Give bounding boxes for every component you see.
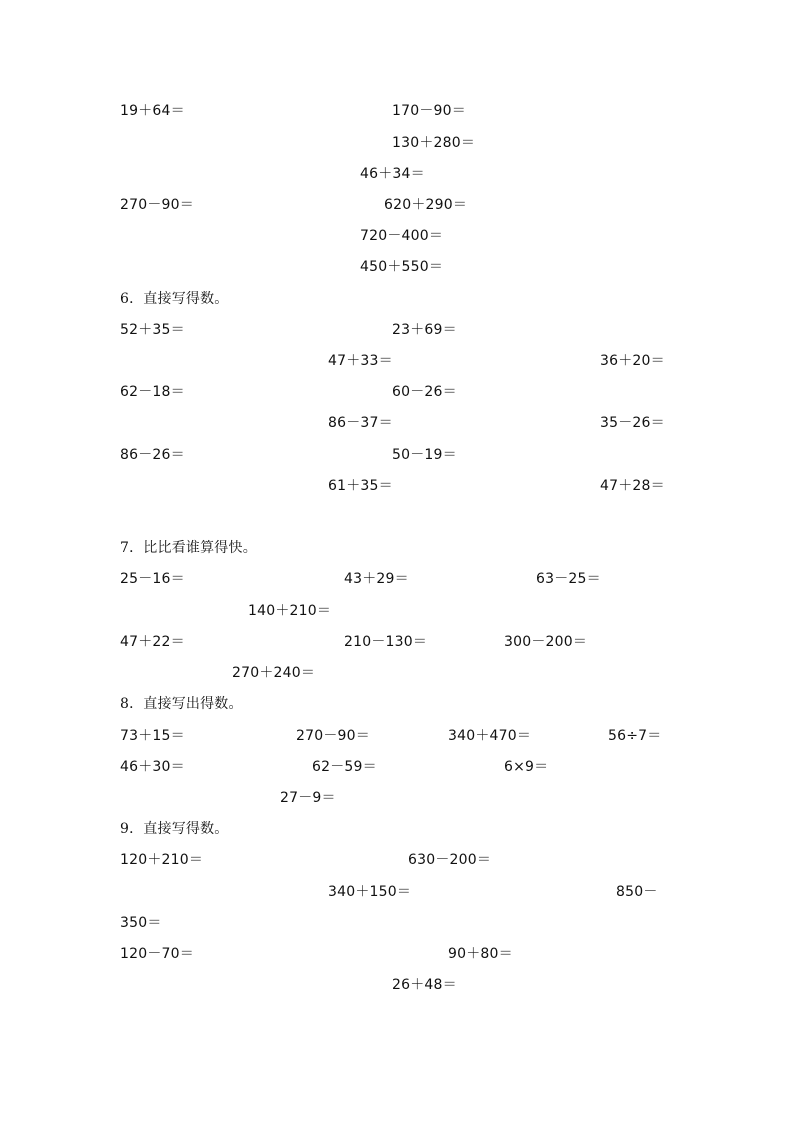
problem: 620＋290＝	[384, 197, 468, 213]
problem: 340＋150＝	[328, 884, 412, 900]
problem: 350＝	[120, 915, 162, 931]
problem: 47＋22＝	[120, 634, 185, 650]
problem: 47＋33＝	[328, 353, 393, 369]
problem: 19＋64＝	[120, 103, 185, 119]
problem: 73＋15＝	[120, 728, 185, 744]
question-9-heading: 9．直接写得数。	[120, 821, 229, 837]
problem: 450＋550＝	[360, 259, 444, 275]
problem: 46＋30＝	[120, 759, 185, 775]
problem: 120＋210＝	[120, 852, 204, 868]
question-6-heading: 6．直接写得数。	[120, 291, 229, 307]
problem: 36＋20＝	[600, 353, 665, 369]
problem: 90＋80＝	[448, 946, 513, 962]
problem: 60－26＝	[392, 384, 457, 400]
problem: 850－	[616, 884, 658, 900]
problem: 270＋240＝	[232, 665, 316, 681]
problem: 27－9＝	[280, 790, 336, 806]
problem: 56÷7＝	[608, 728, 662, 744]
problem: 340＋470＝	[448, 728, 532, 744]
problem: 120－70＝	[120, 946, 194, 962]
problem: 61＋35＝	[328, 478, 393, 494]
problem: 170－90＝	[392, 103, 466, 119]
problem: 63－25＝	[536, 571, 601, 587]
problem: 46＋34＝	[360, 166, 425, 182]
problem: 270－90＝	[296, 728, 370, 744]
problem: 6×9＝	[504, 759, 549, 775]
problem: 25－16＝	[120, 571, 185, 587]
problem: 720－400＝	[360, 228, 444, 244]
problem: 86－37＝	[328, 415, 393, 431]
problem: 23＋69＝	[392, 322, 457, 338]
problem: 43＋29＝	[344, 571, 409, 587]
problem: 270－90＝	[120, 197, 194, 213]
problem: 62－18＝	[120, 384, 185, 400]
problem: 47＋28＝	[600, 478, 665, 494]
question-7-heading: 7．比比看谁算得快。	[120, 540, 257, 556]
question-8-heading: 8．直接写出得数。	[120, 696, 243, 712]
problem: 140＋210＝	[248, 603, 332, 619]
problem: 130＋280＝	[392, 135, 476, 151]
problem: 86－26＝	[120, 447, 185, 463]
problem: 26＋48＝	[392, 977, 457, 993]
problem: 630－200＝	[408, 852, 492, 868]
problem: 62－59＝	[312, 759, 377, 775]
problem: 52＋35＝	[120, 322, 185, 338]
problem: 300－200＝	[504, 634, 588, 650]
problem: 50－19＝	[392, 447, 457, 463]
problem: 35－26＝	[600, 415, 665, 431]
problem: 210－130＝	[344, 634, 428, 650]
